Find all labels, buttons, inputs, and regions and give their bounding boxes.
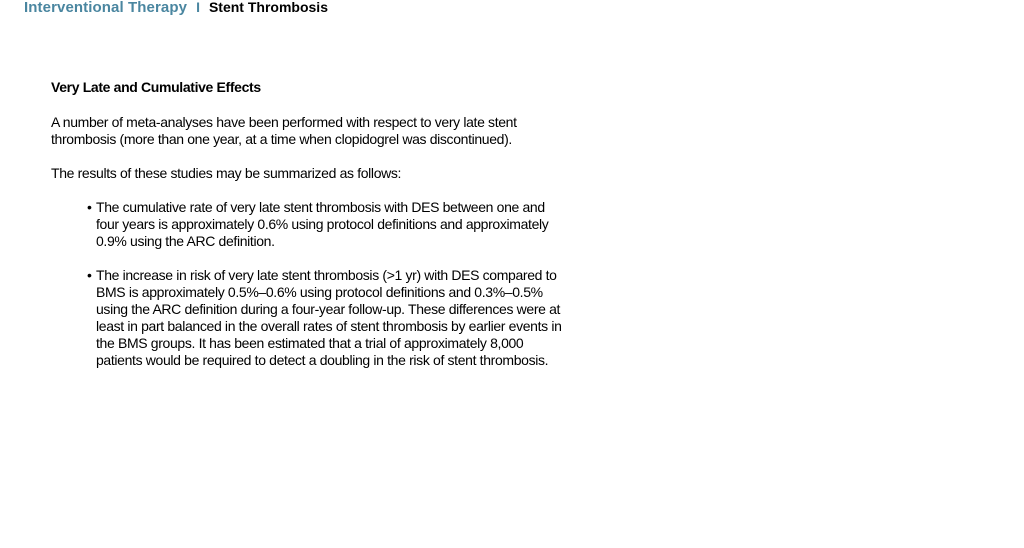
content-heading: Very Late and Cumulative Effects (51, 79, 261, 95)
findings-list (51, 199, 571, 369)
intro-paragraph: A number of meta-analyses have been performed with respect to very late stent thrombosis (more than one year, at a time when clopidogrel was discontinued). (51, 114, 517, 147)
bullet-icon: • (87, 199, 92, 215)
slide-header (24, 0, 328, 19)
slide-content (51, 79, 571, 386)
list-item (87, 199, 571, 250)
bullet-icon: • (87, 267, 92, 283)
list-item-text: The increase in risk of very late stent thrombosis (>1 yr) with DES compared to BMS is approximately 0.5%–0.6% using protocol definitions and 0.3%–0.5% using the ARC definition during a four-year follow-up. These differences were at least in part balanced in the overall rates of stent thrombosis by earlier events in the BMS groups. It has been estimated that a trial of approximately 8,000 patients would be required to detect a doubling in the risk of stent thrombosis. (96, 267, 562, 368)
list-item (87, 267, 571, 369)
header-separator: I (196, 0, 200, 15)
section-title: Interventional Therapy (24, 0, 188, 16)
list-item-text: The cumulative rate of very late stent thrombosis with DES between one and four years is approximately 0.6% using protocol definitions and approximately 0.9% using the ARC definition. (96, 199, 549, 249)
summary-lead-paragraph: The results of these studies may be summarized as follows: (51, 165, 402, 181)
topic-title: Stent Thrombosis (208, 0, 328, 15)
